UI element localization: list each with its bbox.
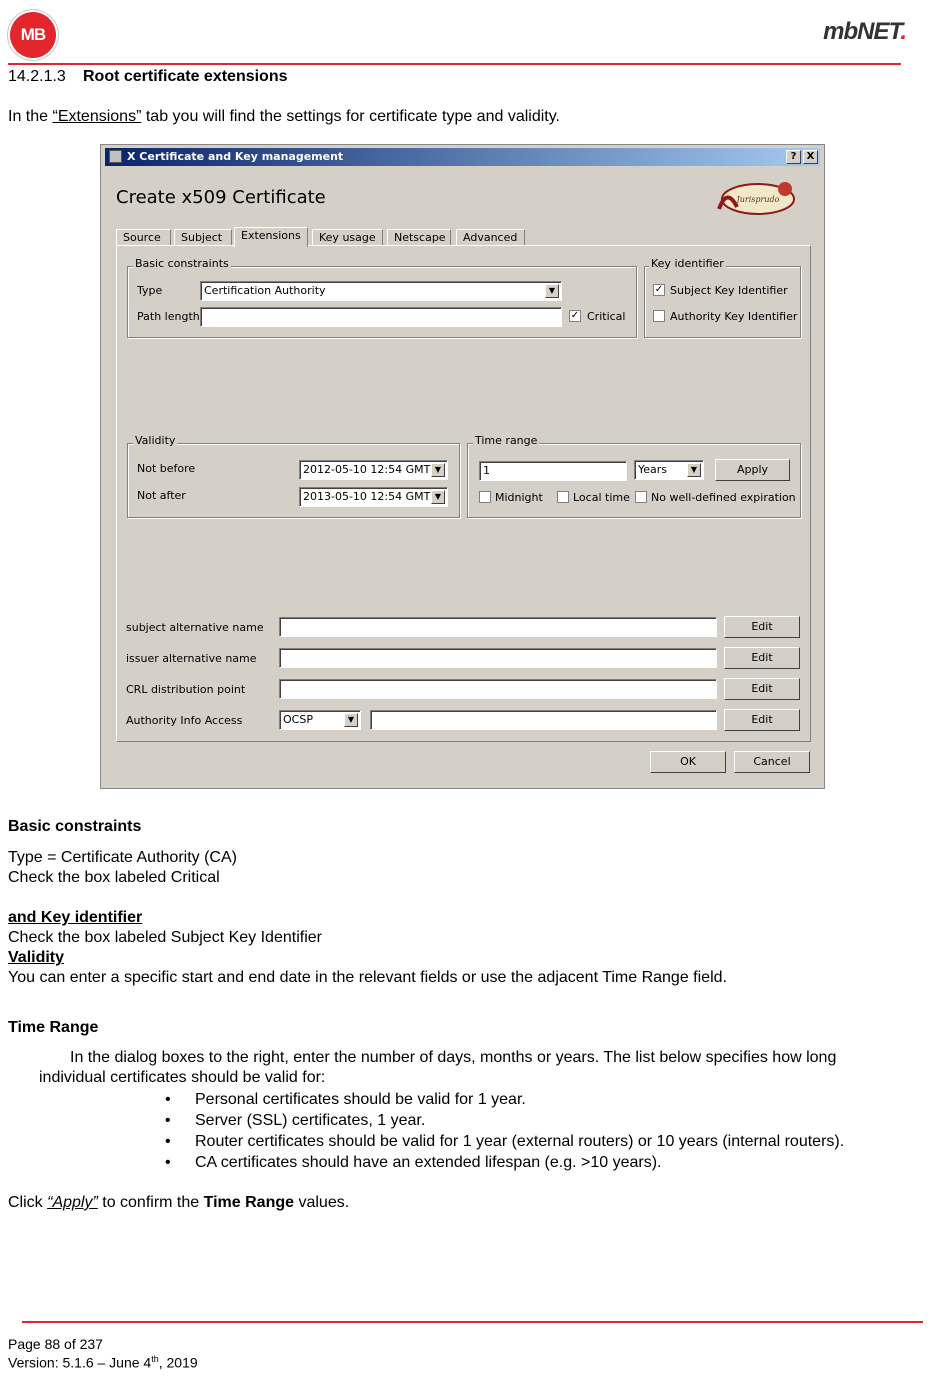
apply-link: “Apply”	[47, 1194, 98, 1211]
aia-label: Authority Info Access	[126, 714, 243, 727]
key-identifier-line: Check the box labeled Subject Key Identifier	[8, 929, 322, 946]
mbnet-logo: mbNET.	[823, 18, 906, 45]
chevron-down-icon[interactable]: ▼	[545, 284, 559, 298]
section-number: 14.2.1.3	[8, 68, 66, 85]
ian-input[interactable]	[279, 648, 717, 668]
time-range-para-1: In the dialog boxes to the right, enter the number of days, months or years. The list below specifies how long	[70, 1049, 837, 1066]
dialog-titlebar: X Certificate and Key management ? X	[105, 148, 820, 166]
crl-input[interactable]	[279, 679, 717, 699]
key-identifier-label: Key identifier	[651, 257, 724, 270]
san-input[interactable]	[279, 617, 717, 637]
extensions-link: “Extensions”	[52, 108, 142, 125]
seal-icon	[713, 179, 803, 219]
midnight-label: Midnight	[495, 491, 543, 504]
basic-constraints-label: Basic constraints	[135, 257, 229, 270]
intro-paragraph: In the “Extensions” tab you will find the settings for certificate type and validity.	[8, 108, 560, 125]
san-label: subject alternative name	[126, 621, 264, 634]
crl-edit-button[interactable]: Edit	[724, 678, 800, 700]
critical-label: Critical	[587, 310, 626, 323]
authority-key-identifier-checkbox[interactable]	[653, 310, 665, 322]
type-select[interactable]: Certification Authority ▼	[200, 281, 562, 301]
subject-key-identifier-label: Subject Key Identifier	[670, 284, 788, 297]
not-after-label: Not after	[137, 489, 186, 502]
apply-instruction: Click “Apply” to confirm the Time Range values.	[8, 1194, 350, 1211]
help-button[interactable]: ?	[786, 150, 801, 164]
mb-logo: MB	[10, 12, 56, 58]
ian-label: issuer alternative name	[126, 652, 257, 665]
san-edit-button[interactable]: Edit	[724, 616, 800, 638]
time-range-label: Time range	[475, 434, 538, 447]
time-range-heading: Time Range	[8, 1019, 99, 1036]
type-label: Type	[137, 284, 163, 297]
footer-divider	[22, 1321, 923, 1323]
svg-text:Jurisprudo: Jurisprudo	[736, 195, 780, 204]
chevron-down-icon[interactable]: ▼	[344, 713, 358, 727]
no-expiration-checkbox[interactable]	[635, 491, 647, 503]
page-number: Page 88 of 237	[8, 1336, 103, 1352]
chevron-down-icon[interactable]: ▼	[431, 490, 445, 504]
aia-input[interactable]	[370, 710, 717, 730]
certificate-dialog	[100, 144, 825, 789]
list-item: • Personal certificates should be valid for 1 year.	[165, 1090, 844, 1111]
key-identifier-heading: and Key identifier	[8, 909, 143, 926]
not-before-label: Not before	[137, 462, 196, 475]
extensions-panel	[116, 245, 811, 742]
basic-line-1: Type = Certificate Authority (CA)	[8, 849, 237, 866]
aia-select[interactable]: OCSP ▼	[279, 710, 361, 730]
time-range-input[interactable]: 1	[479, 461, 627, 481]
tab-extensions[interactable]: Extensions	[234, 227, 308, 247]
ok-button[interactable]: OK	[650, 751, 726, 773]
local-time-label: Local time	[573, 491, 630, 504]
dialog-heading: Create x509 Certificate	[116, 187, 326, 208]
ian-edit-button[interactable]: Edit	[724, 647, 800, 669]
chevron-down-icon[interactable]: ▼	[687, 463, 701, 477]
chevron-down-icon[interactable]: ▼	[431, 463, 445, 477]
list-item: • CA certificates should have an extended lifespan (e.g. >10 years).	[165, 1153, 844, 1174]
basic-constraints-heading: Basic constraints	[8, 818, 142, 835]
section-title: Root certificate extensions	[83, 68, 288, 85]
aia-edit-button[interactable]: Edit	[724, 709, 800, 731]
validity-line: You can enter a specific start and end date in the relevant fields or use the adjacent Time Range field.	[8, 969, 727, 986]
cancel-button[interactable]: Cancel	[734, 751, 810, 773]
no-expiration-label: No well-defined expiration	[651, 491, 796, 504]
time-range-unit-select[interactable]: Years ▼	[634, 460, 704, 480]
app-icon	[109, 150, 122, 163]
local-time-checkbox[interactable]	[557, 491, 569, 503]
key-identifier-group	[644, 266, 801, 338]
authority-key-identifier-label: Authority Key Identifier	[670, 310, 798, 323]
path-length-label: Path length	[137, 310, 200, 323]
tab-key-usage[interactable]: Key usage	[312, 229, 383, 245]
apply-button[interactable]: Apply	[715, 459, 790, 481]
midnight-checkbox[interactable]	[479, 491, 491, 503]
path-length-input[interactable]	[200, 307, 562, 327]
validity-heading: Validity	[8, 949, 65, 966]
version-info: Version: 5.1.6 – June 4th, 2019	[8, 1354, 198, 1371]
time-range-para-2: individual certificates should be valid for:	[39, 1069, 326, 1086]
list-item: • Server (SSL) certificates, 1 year.	[165, 1111, 844, 1132]
crl-label: CRL distribution point	[126, 683, 246, 696]
close-button[interactable]: X	[803, 150, 818, 164]
validity-list	[165, 1090, 844, 1174]
tab-subject[interactable]: Subject	[174, 229, 232, 245]
basic-constraints-group	[127, 266, 637, 338]
list-item: • Router certificates should be valid for 1 year (external routers) or 10 years (internal routers).	[165, 1132, 844, 1153]
basic-line-2: Check the box labeled Critical	[8, 869, 220, 886]
not-before-input[interactable]: 2012-05-10 12:54 GMT ▼	[299, 460, 448, 480]
tab-source[interactable]: Source	[116, 229, 171, 245]
validity-label: Validity	[135, 434, 176, 447]
not-after-input[interactable]: 2013-05-10 12:54 GMT ▼	[299, 487, 448, 507]
tab-advanced[interactable]: Advanced	[456, 229, 525, 245]
tab-netscape[interactable]: Netscape	[387, 229, 451, 245]
critical-checkbox[interactable]: ✓	[570, 310, 580, 321]
subject-key-identifier-checkbox[interactable]: ✓	[654, 284, 664, 295]
header-divider	[8, 63, 901, 65]
